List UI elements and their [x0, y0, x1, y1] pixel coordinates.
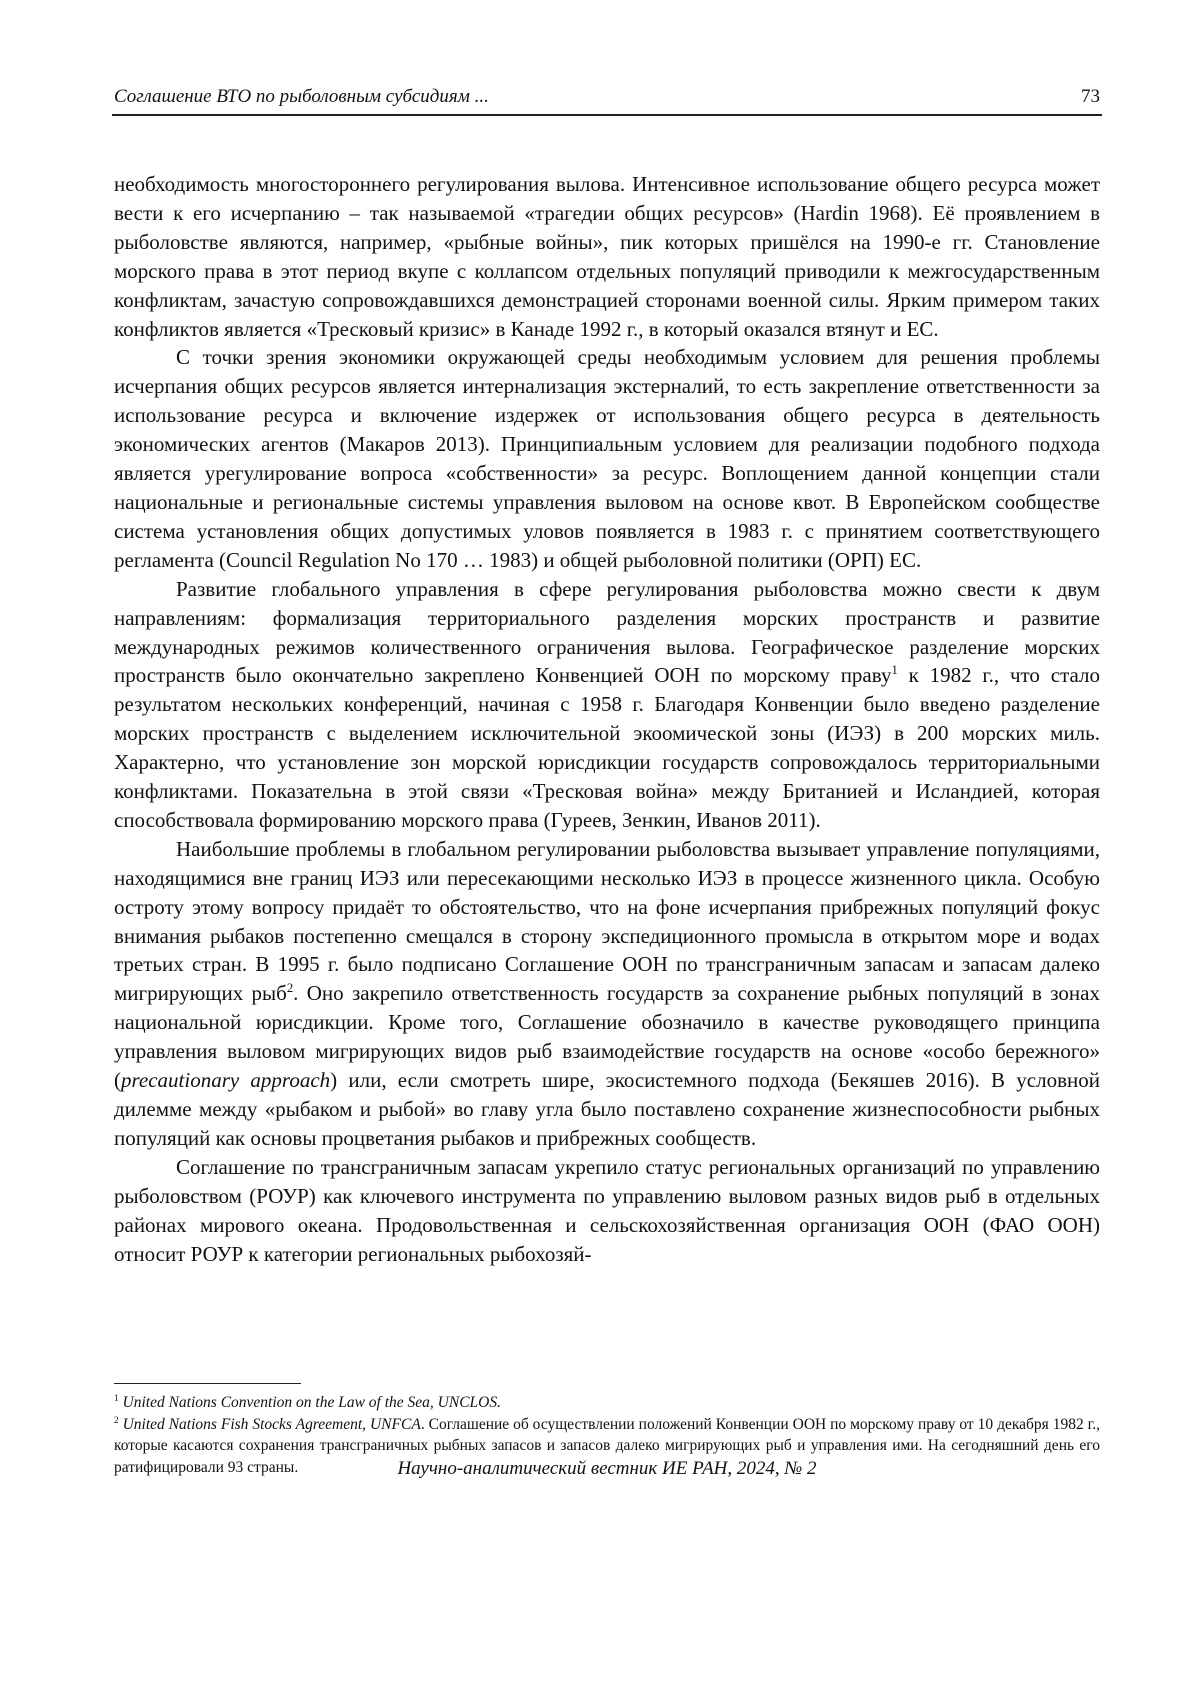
footnote-mark: 2	[114, 1415, 119, 1426]
footnote-ref-1[interactable]: 1	[891, 663, 898, 678]
paragraph-2: С точки зрения экономики окружающей среды необходимым условием для решения проблемы исчерпания общих ресурсов является интернализация экстерналий, то есть закрепление ответственности за использование ресурса и включение издержек от использования общего ресурса в деятельность экономических агентов (Макаров 2013). Принципиальным условием для реализации подобного подхода является урегулирование вопроса «собственности» за ресурс. Воплощением данной концепции стали национальные и региональные системы управления выловом на основе квот. В Европейском сообществе система установления общих допустимых уловов появляется в 1983 г. с принятием соответствующего регламента (Council Regulation No 170 … 1983) и общей рыболовной политики (ОРП) ЕС.	[114, 345, 1100, 572]
page-number: 73	[1081, 86, 1100, 107]
paragraph-4: Наибольшие проблемы в глобальном регулировании рыболовства вызывает управление популяциями, находящимися вне границ ИЭЗ или пересекающими несколько ИЭЗ в процессе жизненного цикла. Особую остроту этому вопросу придаёт то обстоятельство, что на фоне исчерпания прибрежных популяций фокус внимания рыбаков постепенно смещался в сторону экспедиционного промысла в открытом море и водах третьих стран. В 1995 г. было подписано Соглашение ООН по трансграничным запасам и запасам далеко мигрирующих рыб$^2$. Оно закрепило ответственность государств за сохранение рыбных популяций в зонах национальной юрисдикции. Кроме того, Соглашение обозначило в качестве руководящего принципа управления выловом мигрирующих видов рыб взаимодействие государств на основе «особо бережного» (precautionary approach) или, если смотреть шире, экосистемного подхода (Бекяшев 2016). В условной дилемме между «рыбаком и рыбой» во главу угла было поставлено сохранение жизнеспособности рыбных популяций как основы процветания рыбаков и прибрежных сообществ.	[114, 836, 1100, 1150]
footnote-mark: 1	[114, 1393, 119, 1404]
footnote-ref-2[interactable]: 2	[286, 981, 294, 996]
main-text	[114, 170, 1100, 1268]
footnote-divider	[114, 1383, 301, 1384]
running-title: Соглашение ВТО по рыболовным субсидиям ...	[114, 86, 489, 107]
paragraph-1: необходимость многостороннего регулирования вылова. Интенсивное использование общего ресурса может вести к его исчерпанию – так называемой «трагедии общих ресурсов» (Hardin 1968). Её проявлением в рыболовстве являются, например, «рыбные войны», пик которых пришёлся на 1990-е гг. Становление морского права в этот период вкупе с коллапсом отдельных популяций приводили к межгосударственным конфликтам, зачастую сопровождавшихся демонстрацией сторонами военной силы. Ярким примером таких конфликтов является «Тресковый кризис» в Канаде 1992 г., в который оказался втянут и ЕС.	[114, 172, 1100, 341]
footnote-2: $^2$ United Nations Fish Stocks Agreement, UNFCA. Соглашение об осуществлении положений Конвенции ООН по морскому праву от 10 декабря 1982 г., которые касаются сохранения трансграничных рыбных запасов и запасов далеко мигрирующих рыб и управления ими. На сегодняшний день его ратифицировали 93 страны.	[114, 1415, 1101, 1476]
journal-footer: Научно-аналитический вестник ИЕ РАН, 2024, № 2	[397, 1458, 817, 1479]
paragraph-3: Развитие глобального управления в сфере регулирования рыболовства можно свести к двум направлениям: формализация территориального разделения морских пространств и развитие международных режимов количественного ограничения вылова. Географическое разделение морских пространств было окончательно закреплено Конвенцией ООН по морскому праву$^1$ к 1982 г., что стало результатом нескольких конференций, начиная с 1958 г. Благодаря Конвенции было введено разделение морских пространств с выделением исключительной экоомической зоны (ИЭЗ) в 200 морских миль. Характерно, что установление зон морской юрисдикции государств сопровождалось территориальными конфликтами. Показательна в этой связи «Тресковая война» между Британией и Исландией, которая способствовала формированию морского права (Гуреев, Зенкин, Иванов 2011).	[114, 576, 1100, 832]
paragraph-5: Соглашение по трансграничным запасам укрепило статус региональных организаций по управлению рыболовством (РОУР) как ключевого инструмента по управлению выловом разных видов рыб в отдельных районах мирового океана. Продовольственная и сельскохозяйственная организация ООН (ФАО ООН) относит РОУР к категории региональных рыбохозяй-	[114, 1154, 1100, 1266]
running-header	[112, 84, 1102, 116]
footnote-1: $^1$ United Nations Convention on the Law of the Sea, UNCLOS.	[114, 1393, 501, 1411]
italic-term: precautionary approach	[121, 1068, 331, 1093]
